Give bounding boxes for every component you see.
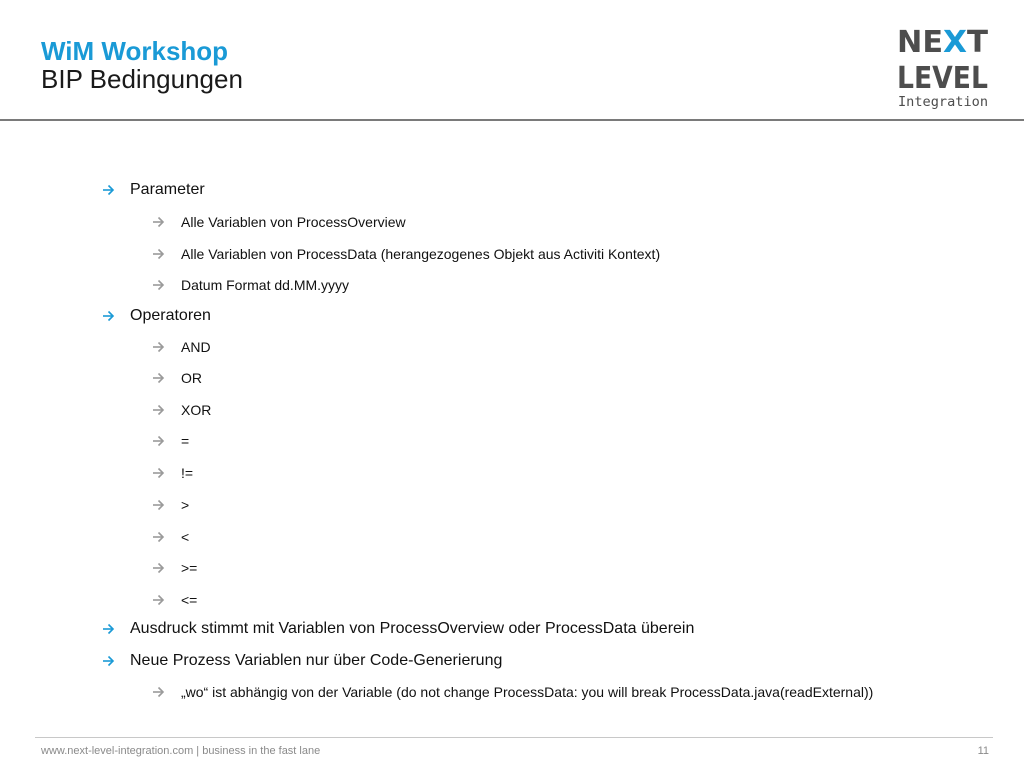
sub-bullet-item: [152, 683, 873, 701]
arrow-right-icon: [152, 562, 181, 574]
bullet-text: „wo“ ist abhängig von der Variable (do not change ProcessData: you will break ProcessData.java(readExternal)): [181, 684, 874, 700]
bullet-item: [102, 180, 205, 200]
arrow-right-icon: [102, 623, 130, 635]
sub-bullet-item: [152, 401, 211, 419]
sub-bullet-item: [152, 464, 193, 482]
arrow-right-icon: [102, 184, 130, 196]
arrow-right-icon: [102, 655, 130, 667]
bullet-text: <: [181, 529, 190, 545]
bullet-item: [102, 619, 694, 639]
sub-bullet-item: [152, 559, 197, 577]
arrow-right-icon: [152, 341, 181, 353]
arrow-right-icon: [152, 531, 181, 543]
sub-bullet-item: [152, 528, 189, 546]
bullet-text: Parameter: [130, 181, 205, 198]
logo-ne: NE: [897, 25, 943, 60]
slide-subtitle: BIP Bedingungen: [41, 64, 243, 94]
bullet-text: Alle Variablen von ProcessOverview: [181, 214, 406, 230]
page-number: 11: [977, 745, 989, 757]
next-level-logo: [897, 22, 992, 110]
logo-x: X: [943, 25, 967, 60]
arrow-right-icon: [102, 310, 130, 322]
bullet-text: >: [181, 497, 190, 513]
bullet-item: [102, 306, 211, 326]
logo-integration: Integration: [898, 95, 988, 110]
arrow-right-icon: [152, 279, 181, 291]
bullet-text: =: [181, 433, 190, 449]
sub-bullet-item: [152, 338, 211, 356]
arrow-right-icon: [152, 499, 181, 511]
bullet-text: AND: [181, 339, 211, 355]
bullet-text: >=: [181, 560, 198, 576]
sub-bullet-item: [152, 496, 189, 514]
bullet-text: Operatoren: [130, 307, 211, 324]
footer-divider: [35, 737, 993, 738]
bullet-text: XOR: [181, 402, 212, 418]
arrow-right-icon: [152, 404, 181, 416]
footer-text: www.next-level-integration.com | business in the fast lane: [41, 745, 321, 757]
logo-t: T: [967, 25, 989, 60]
slide-title: WiM Workshop: [41, 36, 229, 66]
bullet-text: !=: [181, 465, 194, 481]
bullet-text: OR: [181, 370, 202, 386]
header-divider: [0, 119, 1024, 121]
arrow-right-icon: [152, 594, 181, 606]
sub-bullet-item: [152, 369, 202, 387]
bullet-text: Neue Prozess Variablen nur über Code-Generierung: [130, 652, 503, 669]
arrow-right-icon: [152, 372, 181, 384]
arrow-right-icon: [152, 686, 181, 698]
arrow-right-icon: [152, 467, 181, 479]
bullet-text: Alle Variablen von ProcessData (herangezogenes Objekt aus Activiti Kontext): [181, 246, 661, 262]
sub-bullet-item: [152, 213, 406, 231]
arrow-right-icon: [152, 248, 181, 260]
arrow-right-icon: [152, 435, 181, 447]
sub-bullet-item: [152, 591, 197, 609]
sub-bullet-item: [152, 245, 660, 263]
sub-bullet-item: [152, 432, 189, 450]
logo-level: LEVEL: [897, 61, 988, 96]
bullet-text: <=: [181, 592, 198, 608]
sub-bullet-item: [152, 276, 349, 294]
bullet-text: Datum Format dd.MM.yyyy: [181, 277, 350, 293]
bullet-item: [102, 651, 502, 671]
arrow-right-icon: [152, 216, 181, 228]
bullet-text: Ausdruck stimmt mit Variablen von ProcessOverview oder ProcessData überein: [130, 620, 695, 637]
